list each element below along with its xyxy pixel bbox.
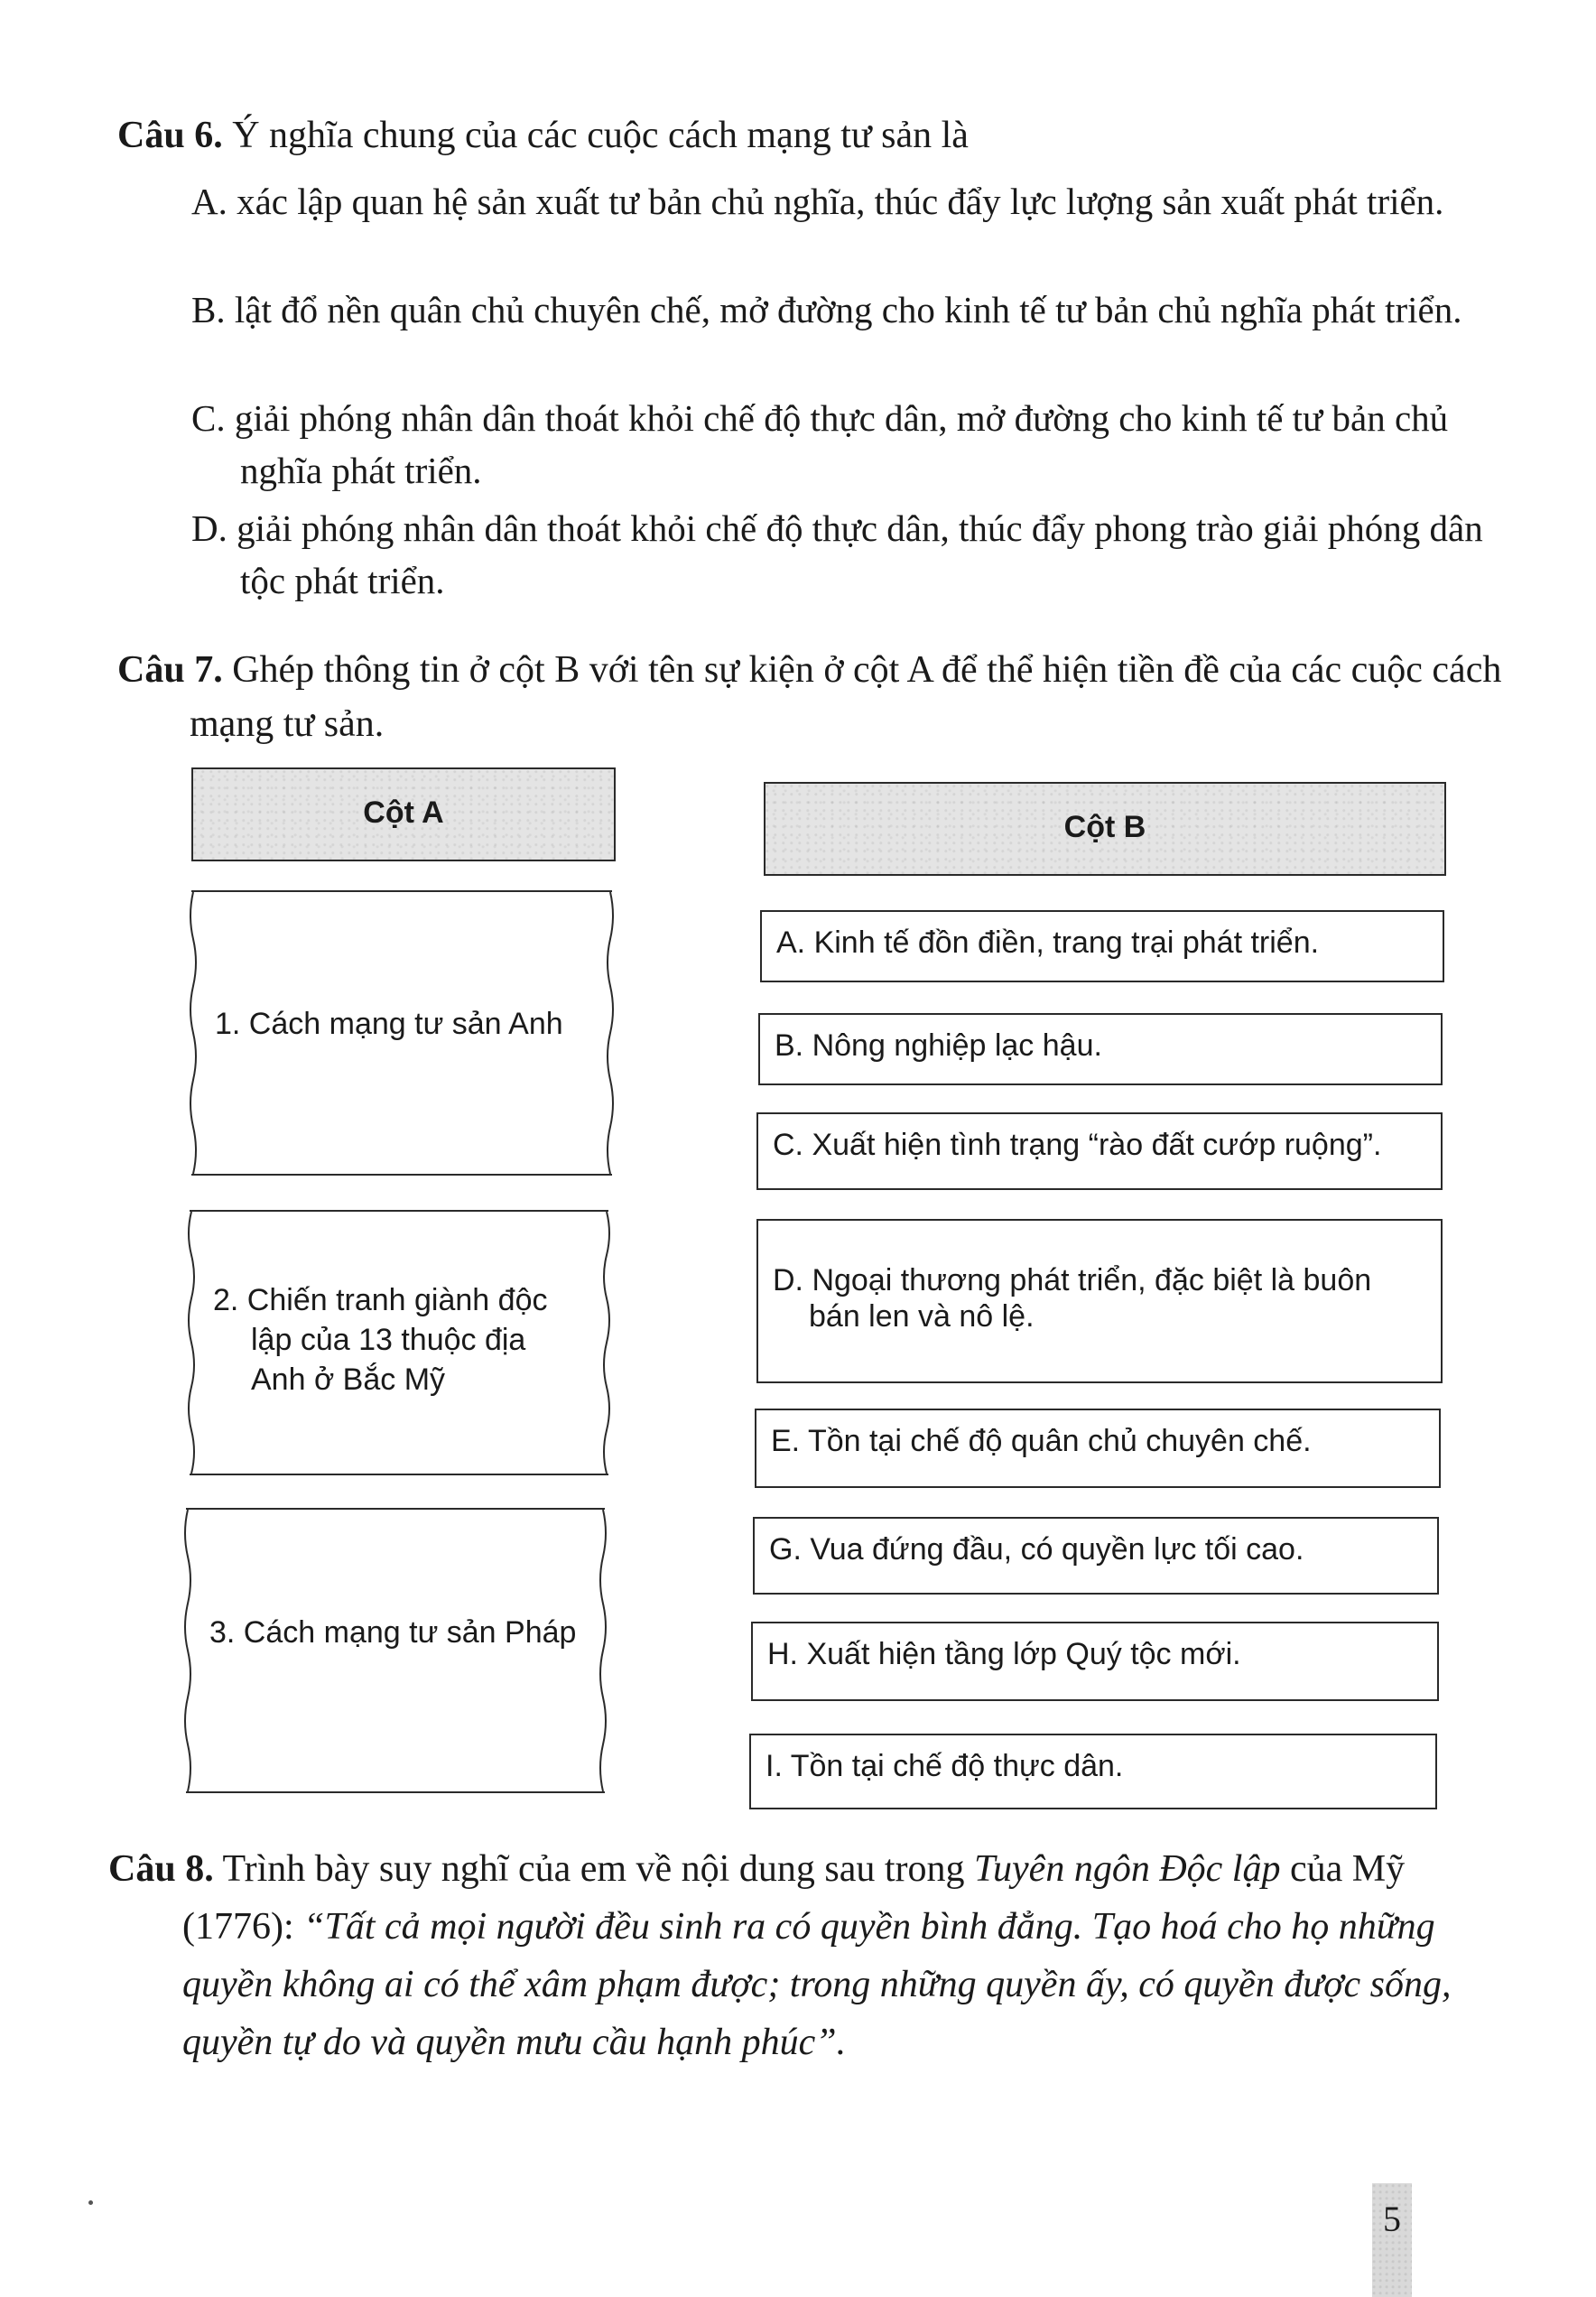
- q6-option-c: [191, 392, 1513, 497]
- q8-doc-title: Tuyên ngôn Độc lập: [974, 1848, 1281, 1890]
- q6-stem-text: Ý nghĩa chung của các cuộc cách mạng tư sản là: [232, 115, 969, 156]
- col-b-item-g: [753, 1517, 1439, 1595]
- col-b-item-h: [751, 1622, 1439, 1701]
- q8-stem-mid: của Mỹ (1776):: [182, 1848, 1406, 1948]
- q7-label: Câu 7.: [117, 649, 223, 691]
- col-b-header-text: Cột B: [1063, 810, 1146, 844]
- col-b-item-d: [756, 1219, 1443, 1383]
- col-b-item-a-text: A. Kinh tế đồn điền, trang trại phát triển.: [776, 925, 1320, 960]
- col-b-item-b-text: B. Nông nghiệp lạc hậu.: [775, 1028, 1102, 1063]
- q6-option-d-letter: D.: [191, 507, 227, 549]
- col-b-item-e-text: E. Tồn tại chế độ quân chủ chuyên chế.: [771, 1424, 1312, 1458]
- col-b-item-i-text: I. Tồn tại chế độ thực dân.: [766, 1749, 1124, 1783]
- col-a-item-3: [186, 1508, 605, 1793]
- q8-stem-lead: Trình bày suy nghĩ của em về nội dung sau trong: [222, 1848, 965, 1890]
- col-b-item-i: [749, 1734, 1437, 1809]
- q6-option-a-text: xác lập quan hệ sản xuất tư bản chủ nghĩa, thúc đẩy lực lượng sản xuất phát triển.: [237, 181, 1444, 222]
- q6-option-a-letter: A.: [191, 181, 227, 222]
- col-a-item-2: [190, 1210, 608, 1475]
- page-number: 5: [1372, 2183, 1412, 2297]
- col-a-item-1: [191, 890, 612, 1176]
- col-b-header: [764, 782, 1446, 876]
- q6-option-b: [191, 284, 1513, 336]
- wavy-border-right: [603, 892, 617, 1174]
- col-a-header: [191, 767, 616, 861]
- col-a-item-1-text: 1. Cách mạng tư sản Anh: [215, 1007, 563, 1041]
- wavy-border-left: [186, 892, 200, 1174]
- q6-label: Câu 6.: [117, 115, 223, 156]
- q8-label: Câu 8.: [108, 1848, 214, 1890]
- col-b-item-c-text: C. Xuất hiện tình trạng “rào đất cướp ruộng”.: [773, 1128, 1382, 1162]
- col-a-item-2-text: 2. Chiến tranh giành độc lập của 13 thuộc địa Anh ở Bắc Mỹ: [213, 1283, 548, 1397]
- q6-option-b-text: lật đổ nền quân chủ chuyên chế, mở đường cho kinh tế tư bản chủ nghĩa phát triển.: [234, 289, 1462, 330]
- col-b-item-g-text: G. Vua đứng đầu, có quyền lực tối cao.: [769, 1532, 1304, 1567]
- col-b-item-d-text: D. Ngoại thương phát triển, đặc biệt là buôn bán len và nô lệ.: [773, 1263, 1372, 1334]
- q6-stem: [117, 108, 1471, 163]
- col-a-item-3-text: 3. Cách mạng tư sản Pháp: [209, 1615, 577, 1650]
- col-b-item-a: [760, 910, 1444, 982]
- wavy-border-left: [184, 1212, 199, 1474]
- col-b-item-e: [755, 1409, 1441, 1488]
- q7-stem: [117, 643, 1544, 751]
- q6-option-c-letter: C.: [191, 397, 226, 439]
- q6-option-d: [191, 502, 1513, 607]
- q7-stem-text: Ghép thông tin ở cột B với tên sự kiện ở cột A để thể hiện tiền đề của các cuộc cách mạng tư sản.: [190, 649, 1502, 745]
- q6-option-a: [191, 175, 1513, 228]
- q6-option-b-letter: B.: [191, 289, 226, 330]
- q6-option-c-text: giải phóng nhân dân thoát khỏi chế độ thực dân, mở đường cho kinh tế tư bản chủ nghĩa phát triển.: [234, 397, 1449, 491]
- col-a-header-text: Cột A: [363, 795, 444, 830]
- wavy-border-right: [596, 1510, 610, 1791]
- q8-quote: “Tất cả mọi người đều sinh ra có quyền bình đẳng. Tạo hoá cho họ những quyền không ai có thể xâm phạm được; trong những quyền ấy, có quyền được sống, quyền tự do và quyền mưu cầu hạnh phúc”.: [182, 1906, 1452, 2063]
- wavy-border-right: [599, 1212, 614, 1474]
- col-b-item-b: [758, 1013, 1443, 1085]
- col-b-item-h-text: H. Xuất hiện tầng lớp Quý tộc mới.: [767, 1637, 1241, 1671]
- q8-block: [108, 1840, 1518, 2071]
- stray-dot: [88, 2200, 93, 2205]
- wavy-border-left: [181, 1510, 195, 1791]
- q6-option-d-text: giải phóng nhân dân thoát khỏi chế độ thực dân, thúc đẩy phong trào giải phóng dân tộc phát triển.: [237, 507, 1483, 601]
- col-b-item-c: [756, 1112, 1443, 1190]
